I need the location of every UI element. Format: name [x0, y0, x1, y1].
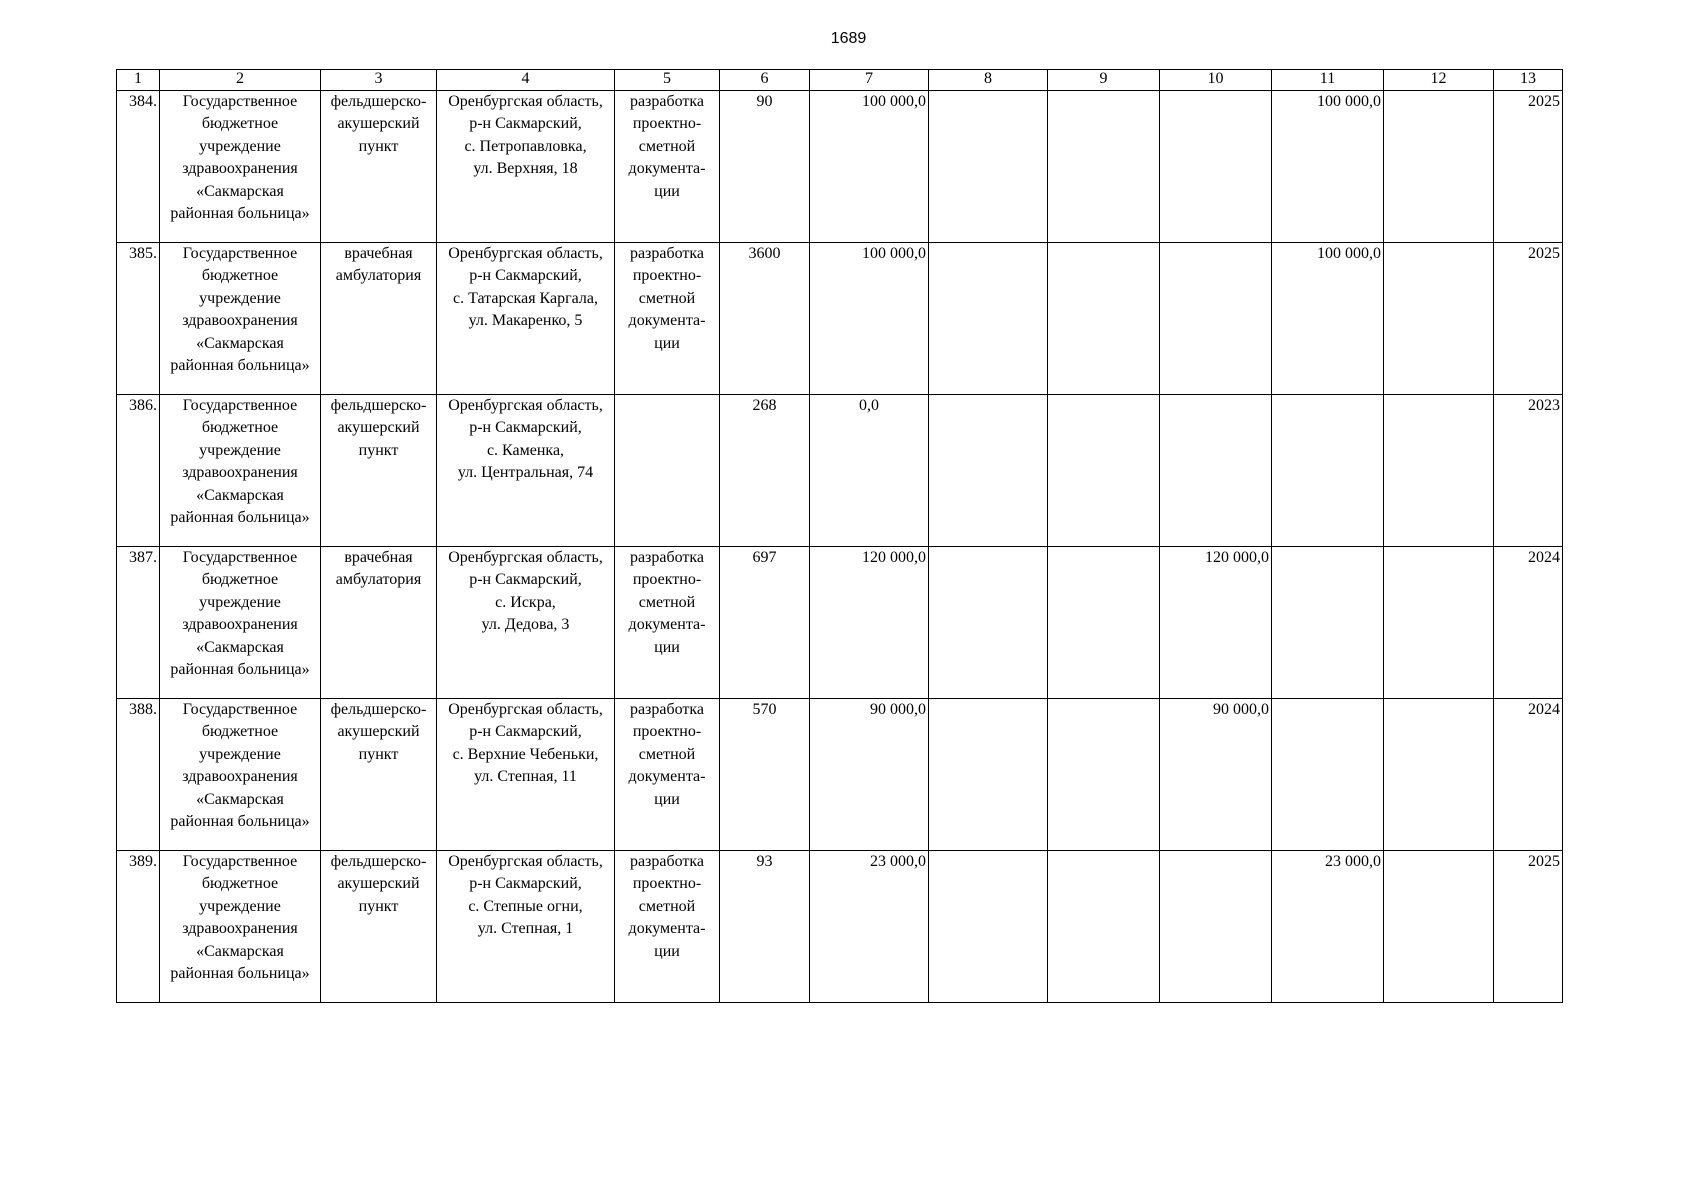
- column-header: 13: [1494, 70, 1563, 91]
- facility-type: фельдшерско- акушерский пункт: [321, 91, 437, 243]
- facility-area: 268: [720, 395, 810, 547]
- page-number: 1689: [830, 30, 867, 47]
- column-header: 11: [1272, 70, 1384, 91]
- work-type: разработка проектно- сметной документа- ции: [615, 91, 720, 243]
- institution-name: Государственное бюджетное учреждение здравоохранения «Сакмарская районная больница»: [160, 851, 321, 1003]
- amount-col-12: [1384, 91, 1494, 243]
- amount-col-11: [1272, 699, 1384, 851]
- completion-year: 2025: [1494, 243, 1563, 395]
- institution-name: Государственное бюджетное учреждение здравоохранения «Сакмарская районная больница»: [160, 547, 321, 699]
- facility-type: фельдшерско- акушерский пункт: [321, 851, 437, 1003]
- amount-col-12: [1384, 851, 1494, 1003]
- facilities-table: [116, 69, 1563, 1003]
- amount-col-8: [929, 699, 1048, 851]
- facility-type: фельдшерско- акушерский пункт: [321, 395, 437, 547]
- column-header: 4: [437, 70, 615, 91]
- column-header: 2: [160, 70, 321, 91]
- table-row: [117, 699, 1563, 851]
- completion-year: 2025: [1494, 851, 1563, 1003]
- institution-name: Государственное бюджетное учреждение здравоохранения «Сакмарская районная больница»: [160, 699, 321, 851]
- column-header: 1: [117, 70, 160, 91]
- table-row: [117, 851, 1563, 1003]
- amount-col-10: 90 000,0: [1160, 699, 1272, 851]
- institution-name: Государственное бюджетное учреждение здравоохранения «Сакмарская районная больница»: [160, 243, 321, 395]
- amount-col-10: [1160, 91, 1272, 243]
- amount-col-9: [1048, 395, 1160, 547]
- total-amount: 100 000,0: [810, 243, 929, 395]
- facility-address: Оренбургская область, р-н Сакмарский, с. Степные огни, ул. Степная, 1: [437, 851, 615, 1003]
- column-header: 12: [1384, 70, 1494, 91]
- row-number: 388.: [117, 699, 160, 851]
- institution-name: Государственное бюджетное учреждение здравоохранения «Сакмарская районная больница»: [160, 395, 321, 547]
- row-number: 384.: [117, 91, 160, 243]
- amount-col-10: [1160, 851, 1272, 1003]
- table-row: [117, 395, 1563, 547]
- table-row: [117, 91, 1563, 243]
- header-row: [117, 70, 1563, 91]
- amount-col-11: 100 000,0: [1272, 243, 1384, 395]
- completion-year: 2024: [1494, 547, 1563, 699]
- amount-col-9: [1048, 851, 1160, 1003]
- facility-area: 93: [720, 851, 810, 1003]
- amount-col-11: [1272, 395, 1384, 547]
- column-header: 5: [615, 70, 720, 91]
- total-amount: 100 000,0: [810, 91, 929, 243]
- amount-col-9: [1048, 547, 1160, 699]
- completion-year: 2024: [1494, 699, 1563, 851]
- row-number: 389.: [117, 851, 160, 1003]
- amount-col-9: [1048, 91, 1160, 243]
- column-header: 7: [810, 70, 929, 91]
- amount-col-12: [1384, 547, 1494, 699]
- total-amount: 23 000,0: [810, 851, 929, 1003]
- amount-col-12: [1384, 699, 1494, 851]
- work-type: разработка проектно- сметной документа- ции: [615, 243, 720, 395]
- work-type: разработка проектно- сметной документа- ции: [615, 851, 720, 1003]
- column-header: 10: [1160, 70, 1272, 91]
- work-type: разработка проектно- сметной документа- ции: [615, 547, 720, 699]
- column-header: 6: [720, 70, 810, 91]
- facility-address: Оренбургская область, р-н Сакмарский, с. Петропавловка, ул. Верхняя, 18: [437, 91, 615, 243]
- facility-address: Оренбургская область, р-н Сакмарский, с. Верхние Чебеньки, ул. Степная, 11: [437, 699, 615, 851]
- facility-address: Оренбургская область, р-н Сакмарский, с. Каменка, ул. Центральная, 74: [437, 395, 615, 547]
- amount-col-11: 100 000,0: [1272, 91, 1384, 243]
- institution-name: Государственное бюджетное учреждение здравоохранения «Сакмарская районная больница»: [160, 91, 321, 243]
- column-header: 3: [321, 70, 437, 91]
- facility-address: Оренбургская область, р-н Сакмарский, с. Искра, ул. Дедова, 3: [437, 547, 615, 699]
- amount-col-10: [1160, 243, 1272, 395]
- column-header: 8: [929, 70, 1048, 91]
- total-amount: 120 000,0: [810, 547, 929, 699]
- work-type: [615, 395, 720, 547]
- completion-year: 2025: [1494, 91, 1563, 243]
- row-number: 387.: [117, 547, 160, 699]
- total-amount: 0,0: [810, 395, 929, 547]
- row-number: 385.: [117, 243, 160, 395]
- amount-col-12: [1384, 243, 1494, 395]
- amount-col-8: [929, 395, 1048, 547]
- facility-address: Оренбургская область, р-н Сакмарский, с. Татарская Каргала, ул. Макаренко, 5: [437, 243, 615, 395]
- completion-year: 2023: [1494, 395, 1563, 547]
- work-type: разработка проектно- сметной документа- ции: [615, 699, 720, 851]
- total-amount: 90 000,0: [810, 699, 929, 851]
- amount-col-9: [1048, 699, 1160, 851]
- facility-area: 570: [720, 699, 810, 851]
- facility-type: врачебная амбулатория: [321, 243, 437, 395]
- amount-col-8: [929, 547, 1048, 699]
- amount-col-8: [929, 851, 1048, 1003]
- amount-col-8: [929, 243, 1048, 395]
- amount-col-10: [1160, 395, 1272, 547]
- table-row: [117, 547, 1563, 699]
- amount-col-11: [1272, 547, 1384, 699]
- column-header: 9: [1048, 70, 1160, 91]
- facility-type: фельдшерско- акушерский пункт: [321, 699, 437, 851]
- amount-col-11: 23 000,0: [1272, 851, 1384, 1003]
- facility-type: врачебная амбулатория: [321, 547, 437, 699]
- table-row: [117, 243, 1563, 395]
- row-number: 386.: [117, 395, 160, 547]
- amount-col-10: 120 000,0: [1160, 547, 1272, 699]
- facility-area: 697: [720, 547, 810, 699]
- amount-col-12: [1384, 395, 1494, 547]
- facility-area: 90: [720, 91, 810, 243]
- facility-area: 3600: [720, 243, 810, 395]
- amount-col-8: [929, 91, 1048, 243]
- amount-col-9: [1048, 243, 1160, 395]
